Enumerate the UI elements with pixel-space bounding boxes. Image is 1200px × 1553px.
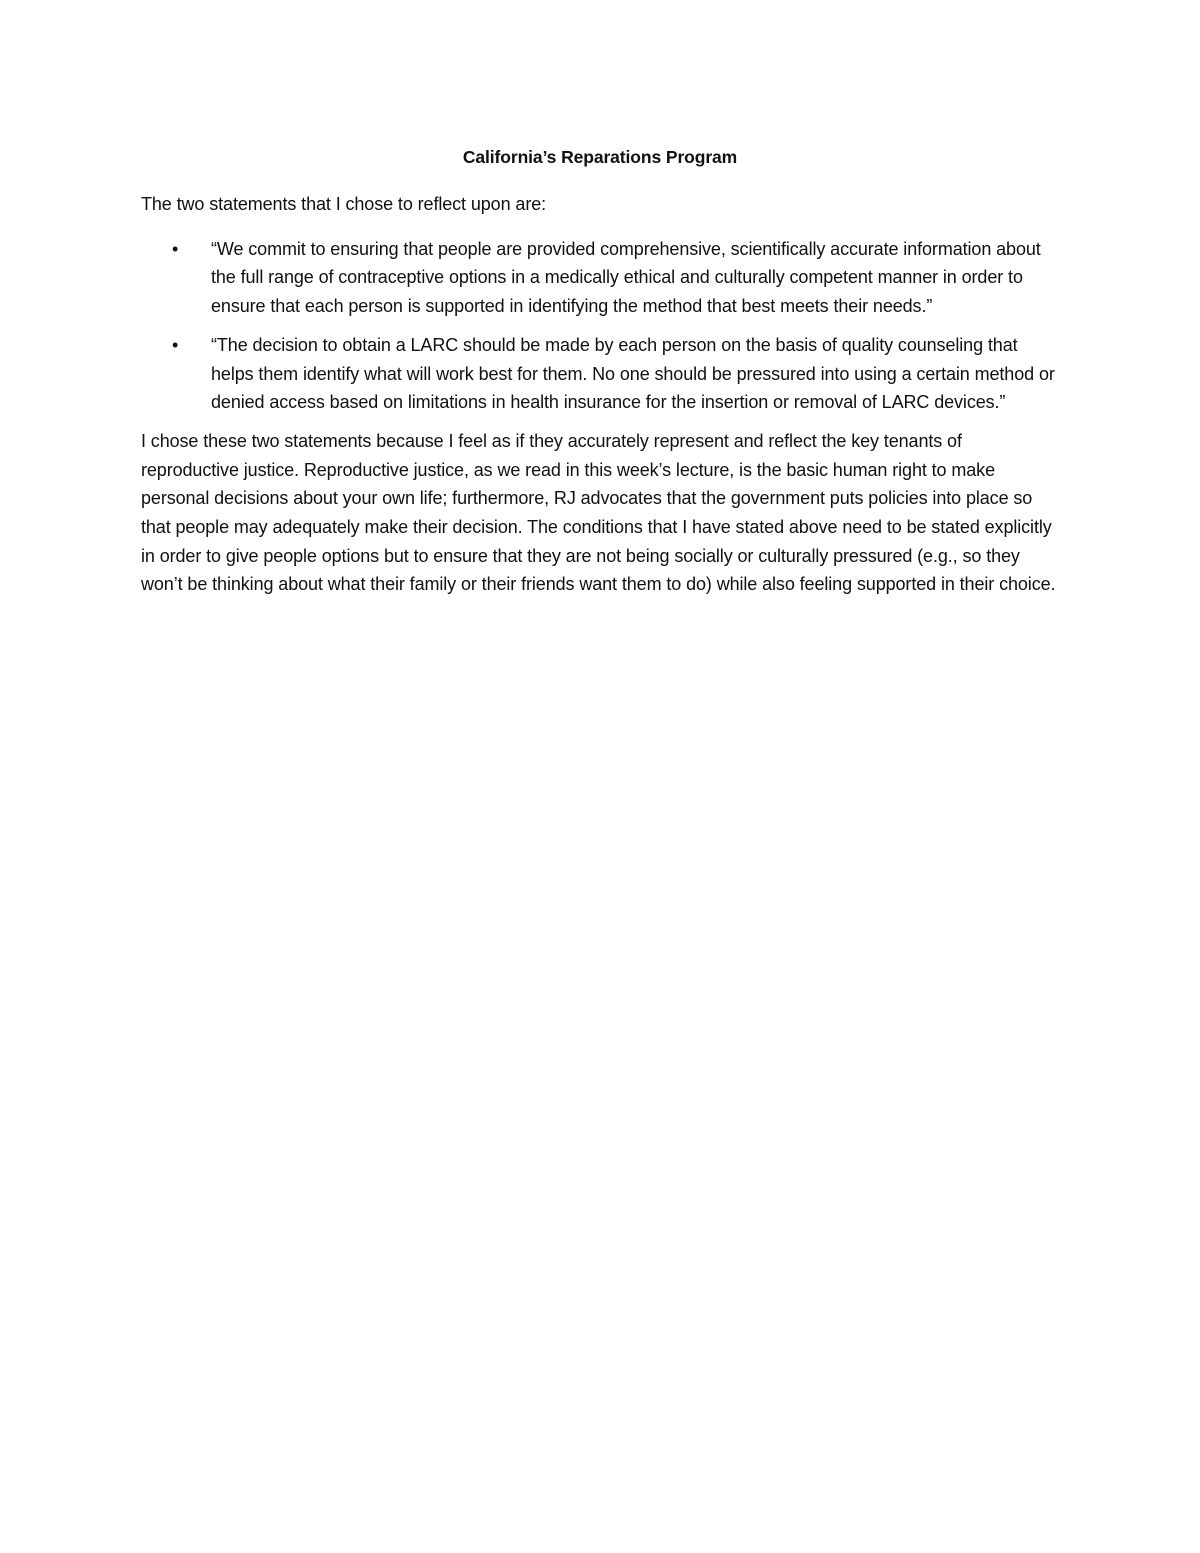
document-title: California’s Reparations Program (462, 147, 738, 167)
bullet-icon: • (172, 334, 179, 355)
bullet-icon: • (172, 238, 179, 259)
statement-text: “We commit to ensuring that people are provided comprehensive, scientifically accurate information about the full range of contraceptive options in a medically ethical and culturally competent manner in order to ensure that each person is supported in identifying the method that best meets their needs.” (211, 238, 1041, 317)
intro-paragraph: The two statements that I chose to reflect upon are: (141, 194, 547, 214)
statement-item (141, 331, 1059, 417)
document-content (141, 143, 1059, 599)
statement-list (141, 235, 1059, 417)
body-paragraph: I chose these two statements because I feel as if they accurately represent and reflect the key tenants of reproductive justice. Reproductive justice, as we read in this week’s lecture, is the basic human right to make personal decisions about your own life; furthermore, RJ advocates that the government puts policies into place so that people may adequately make their decision. The conditions that I have stated above need to be stated explicitly in order to give people options but to ensure that they are not being socially or culturally pressured (e.g., so they won’t be thinking about what their family or their friends want them to do) while also feeling supported in their choice. (141, 430, 1056, 595)
statement-text: “The decision to obtain a LARC should be made by each person on the basis of quality counseling that helps them identify what will work best for them. No one should be pressured into using a certain method or denied access based on limitations in health insurance for the insertion or removal of LARC devices.” (211, 334, 1055, 413)
statement-item (141, 235, 1059, 321)
